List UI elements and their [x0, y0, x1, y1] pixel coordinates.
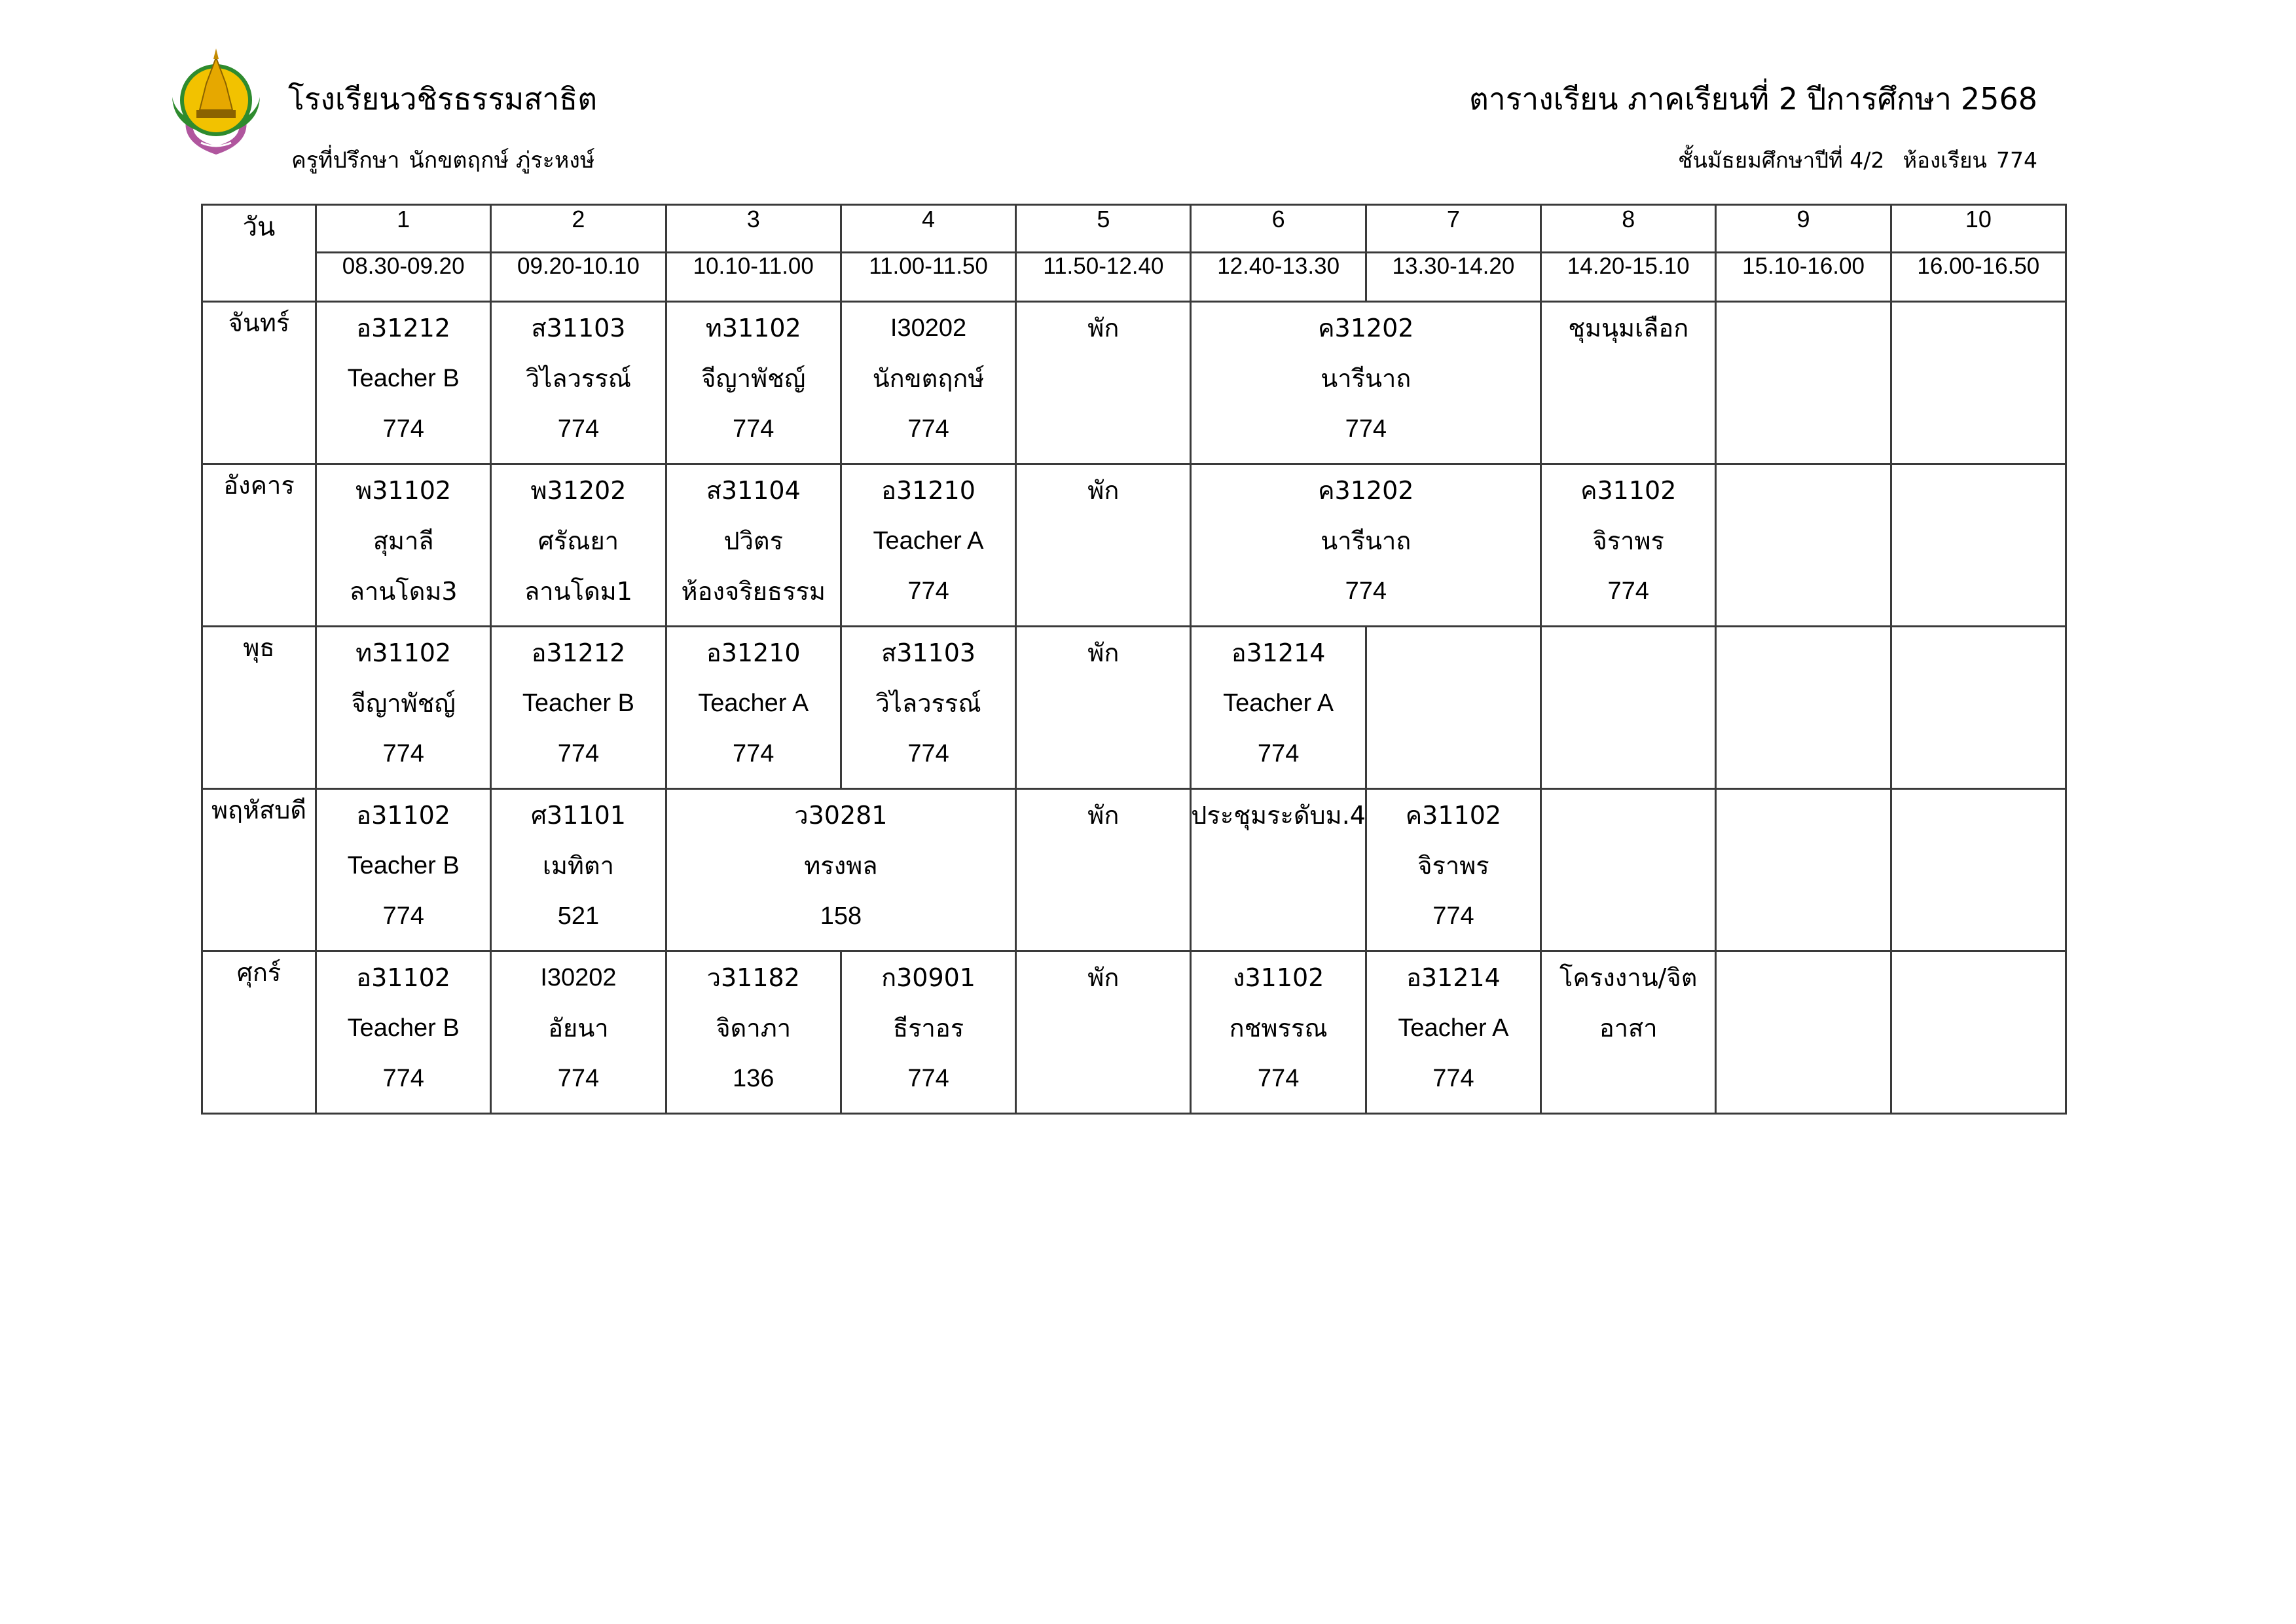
timetable	[201, 204, 2067, 1115]
empty-cell	[1716, 464, 1891, 627]
cell-content	[1717, 627, 1889, 637]
day-name: อังคาร	[202, 464, 316, 627]
room-label: ห้องเรียน	[1903, 147, 1987, 173]
subject-code: อ31212	[531, 638, 626, 667]
day-name: พฤหัสบดี	[202, 789, 316, 951]
room-number: 158	[820, 902, 862, 930]
period-number: 6	[1191, 205, 1366, 253]
timetable-cell	[316, 627, 491, 789]
teacher-name: จิราพร	[1417, 851, 1489, 880]
cell-content	[492, 790, 665, 950]
timetable-cell	[491, 951, 666, 1114]
advisor-label: ครูที่ปรึกษา	[291, 147, 400, 174]
period-time: 10.10-11.00	[666, 253, 841, 302]
empty-cell	[1366, 627, 1540, 789]
subject-code: พัก	[1087, 476, 1120, 505]
timetable-cell	[1191, 627, 1366, 789]
subject-code: โครงงาน/จิต	[1559, 963, 1698, 992]
teacher-name: นารีนาถ	[1321, 364, 1412, 393]
cell-content	[492, 627, 665, 788]
day-row	[202, 951, 2066, 1114]
subject-code: อ31212	[356, 314, 450, 342]
timetable-cell	[1541, 464, 1716, 627]
day-name: จันทร์	[202, 302, 316, 464]
empty-cell	[1716, 302, 1891, 464]
cell-content	[1017, 627, 1190, 687]
timetable-cell	[491, 627, 666, 789]
room-number: 774	[557, 415, 600, 443]
cell-content	[317, 303, 490, 463]
teacher-name: Teacher A	[698, 690, 809, 717]
cell-content	[1017, 952, 1190, 1012]
teacher-name: ทรงพล	[804, 851, 878, 880]
cell-content	[1892, 952, 2065, 961]
timetable-cell	[666, 951, 841, 1114]
period-time: 11.00-11.50	[841, 253, 1015, 302]
empty-cell	[1541, 627, 1716, 789]
room-number: 774	[1345, 415, 1387, 443]
timetable-body	[202, 302, 2066, 1114]
subject-code: ท31102	[705, 314, 801, 342]
cell-content	[1717, 303, 1889, 312]
cell-content	[842, 465, 1015, 625]
period-number: 1	[316, 205, 491, 253]
empty-cell	[1891, 464, 2066, 627]
room-number: 774	[1257, 740, 1300, 767]
cell-content	[317, 952, 490, 1113]
cell-content	[1542, 303, 1715, 362]
timetable-cell	[1016, 302, 1191, 464]
period-number: 9	[1716, 205, 1891, 253]
period-number-row	[202, 205, 2066, 253]
year-value: 2568	[1960, 81, 2037, 117]
cell-content	[1892, 790, 2065, 799]
room-number: 774	[733, 415, 774, 443]
teacher-name: Teacher B	[347, 852, 460, 879]
cell-content	[492, 303, 665, 463]
room-number: 774	[382, 902, 424, 930]
subject-code: อ31210	[706, 638, 801, 667]
day-name: ศุกร์	[202, 951, 316, 1114]
cell-content	[667, 465, 840, 625]
teacher-name: Teacher A	[1223, 690, 1334, 717]
room-value: 774	[1996, 147, 2037, 173]
subject-code: ค31102	[1580, 476, 1677, 505]
period-time: 12.40-13.30	[1191, 253, 1366, 302]
day-row	[202, 627, 2066, 789]
room-number: 774	[1432, 1065, 1474, 1092]
timetable-cell	[841, 627, 1015, 789]
room-number: 521	[557, 902, 600, 930]
subject-code: ส31103	[531, 314, 626, 342]
teacher-name: วิไลวรรณ์	[525, 364, 632, 393]
cell-content	[317, 790, 490, 950]
room-number: 774	[733, 740, 774, 767]
teacher-name: Teacher A	[873, 527, 984, 555]
room-number: 774	[907, 578, 949, 605]
subject-code: ศ31101	[530, 801, 626, 830]
room-number: 774	[382, 740, 424, 767]
room-number: 136	[733, 1065, 774, 1092]
subject-code: พัก	[1087, 801, 1120, 830]
cell-content	[1717, 465, 1889, 474]
period-number: 4	[841, 205, 1015, 253]
subject-code: พัก	[1087, 963, 1120, 992]
timetable-cell	[1191, 951, 1366, 1114]
timetable-cell	[491, 302, 666, 464]
subject-code: อ31214	[1231, 638, 1326, 667]
cell-content	[667, 303, 840, 463]
teacher-name: Teacher B	[347, 1014, 460, 1042]
timetable-cell	[841, 951, 1015, 1114]
subject-code: ง31102	[1232, 963, 1324, 992]
cell-content	[667, 952, 840, 1113]
timetable-cell	[1016, 951, 1191, 1114]
timetable-cell	[491, 464, 666, 627]
teacher-name: เมทิตา	[542, 851, 614, 880]
subject-code: ก30901	[881, 963, 975, 992]
year-label: ปีการศึกษา	[1807, 81, 1952, 117]
period-time: 16.00-16.50	[1891, 253, 2066, 302]
cell-content	[842, 303, 1015, 463]
cell-content	[1542, 627, 1715, 637]
period-time: 11.50-12.40	[1016, 253, 1191, 302]
timetable-cell	[1016, 627, 1191, 789]
timetable-cell	[1016, 464, 1191, 627]
period-number: 3	[666, 205, 841, 253]
teacher-name: อาสา	[1599, 1014, 1658, 1043]
timetable-cell	[666, 464, 841, 627]
cell-content	[1717, 790, 1889, 799]
empty-cell	[1891, 302, 2066, 464]
timetable-cell	[316, 789, 491, 951]
day-row	[202, 464, 2066, 627]
cell-content	[1542, 790, 1715, 799]
day-row	[202, 789, 2066, 951]
room-number: 774	[907, 415, 949, 443]
timetable-cell	[841, 464, 1015, 627]
room-number: 774	[907, 1065, 949, 1092]
empty-cell	[1716, 627, 1891, 789]
cell-content	[1192, 465, 1540, 625]
cell-content	[1367, 790, 1540, 950]
period-number: 7	[1366, 205, 1540, 253]
room-number: 774	[1257, 1065, 1300, 1092]
empty-cell	[1891, 789, 2066, 951]
empty-cell	[1716, 789, 1891, 951]
room-number: 774	[1607, 578, 1649, 605]
subject-code: ว31182	[706, 963, 800, 992]
school-emblem-icon	[167, 45, 265, 157]
period-time: 15.10-16.00	[1716, 253, 1891, 302]
cell-content	[1367, 627, 1540, 637]
page-title	[1469, 81, 2037, 117]
teacher-name: ธีราอร	[892, 1014, 964, 1043]
timetable-cell	[666, 789, 1016, 951]
timetable-cell	[1016, 789, 1191, 951]
timetable-cell	[1366, 789, 1540, 951]
subject-code: ค31202	[1318, 476, 1414, 505]
period-time: 08.30-09.20	[316, 253, 491, 302]
subject-code: อ31210	[881, 476, 975, 505]
period-number: 10	[1891, 205, 2066, 253]
school-name: โรงเรียนวชิรธรรมสาธิต	[288, 81, 598, 117]
cell-content	[1892, 627, 2065, 637]
cell-content	[1367, 952, 1540, 1113]
cell-content	[1192, 790, 1364, 849]
empty-cell	[1541, 789, 1716, 951]
subject-code: I30202	[890, 314, 967, 342]
empty-cell	[1891, 627, 2066, 789]
cell-content	[1192, 627, 1364, 788]
timetable-cell	[1191, 789, 1366, 951]
cell-content	[1017, 465, 1190, 525]
room-number: 774	[382, 1065, 424, 1092]
period-time: 09.20-10.10	[491, 253, 666, 302]
teacher-name: จิดาภา	[716, 1014, 792, 1043]
timetable-cell	[316, 464, 491, 627]
period-number: 2	[491, 205, 666, 253]
timetable-cell	[316, 302, 491, 464]
room-number: ลานโดม1	[524, 577, 632, 606]
cell-content	[667, 627, 840, 788]
cell-content	[317, 465, 490, 625]
teacher-name: Teacher B	[522, 690, 634, 717]
day-row	[202, 302, 2066, 464]
room-number: 774	[557, 740, 600, 767]
period-time: 13.30-14.20	[1366, 253, 1540, 302]
subject-code: พัก	[1087, 314, 1120, 342]
timetable-cell	[666, 627, 841, 789]
subject-code: อ31102	[356, 963, 450, 992]
class-line	[1678, 149, 2037, 171]
cell-content	[1717, 952, 1889, 961]
cell-content	[842, 952, 1015, 1113]
day-column-header: วัน	[202, 205, 316, 302]
period-number: 5	[1016, 205, 1191, 253]
cell-content	[317, 627, 490, 788]
timetable-cell	[1541, 951, 1716, 1114]
period-time-row	[202, 253, 2066, 302]
subject-code: ค31202	[1318, 314, 1414, 342]
teacher-name: จิราพร	[1592, 526, 1664, 555]
subject-code: อ31214	[1406, 963, 1501, 992]
subject-code: ว30281	[794, 801, 888, 830]
subject-code: พัก	[1087, 638, 1120, 667]
teacher-name: จีญาพัชญ์	[701, 364, 806, 393]
cell-content	[1542, 465, 1715, 625]
cell-content	[1192, 952, 1364, 1113]
timetable-cell	[1541, 302, 1716, 464]
advisor-name: นักขตฤกษ์ ภู่ระหงษ์	[409, 147, 595, 174]
teacher-name: สุมาลี	[373, 526, 434, 555]
timetable-cell	[666, 302, 841, 464]
subject-code: อ31102	[356, 801, 450, 830]
cell-content	[1017, 790, 1190, 849]
period-number: 8	[1541, 205, 1716, 253]
subject-code: พ31102	[355, 476, 452, 505]
room-number: ห้องจริยธรรม	[681, 577, 826, 606]
title-text: ตารางเรียน ภาคเรียนที่ 2	[1469, 81, 1798, 117]
cell-content	[667, 790, 1015, 950]
timetable-cell	[1366, 951, 1540, 1114]
room-number: ลานโดม3	[349, 577, 458, 606]
teacher-name: ศรัณยา	[538, 526, 619, 555]
teacher-name: Teacher A	[1398, 1014, 1509, 1042]
subject-code: I30202	[540, 964, 617, 991]
subject-code: ท31102	[355, 638, 452, 667]
subject-code: ส31103	[881, 638, 976, 667]
timetable-cell	[491, 789, 666, 951]
teacher-name: ปวิตร	[723, 526, 784, 555]
teacher-name: นารีนาถ	[1321, 526, 1412, 555]
subject-code: ส31104	[706, 476, 801, 505]
teacher-name: วิไลวรรณ์	[875, 689, 981, 718]
room-number: 774	[382, 415, 424, 443]
advisor-line	[291, 149, 594, 172]
room-number: 774	[1432, 902, 1474, 930]
period-time: 14.20-15.10	[1541, 253, 1716, 302]
subject-code: ค31102	[1405, 801, 1502, 830]
room-number: 774	[557, 1065, 600, 1092]
empty-cell	[1891, 951, 2066, 1114]
cell-content	[1192, 303, 1540, 463]
teacher-name: กชพรรณ	[1229, 1014, 1328, 1043]
timetable-cell	[841, 302, 1015, 464]
teacher-name: อัยนา	[548, 1014, 609, 1043]
room-number: 774	[1345, 578, 1387, 605]
cell-content	[492, 465, 665, 625]
subject-code: ประชุมระดับม.4	[1191, 801, 1366, 830]
teacher-name: จีญาพัชญ์	[351, 689, 456, 718]
cell-content	[1892, 465, 2065, 474]
cell-content	[1892, 303, 2065, 312]
timetable-cell	[316, 951, 491, 1114]
cell-content	[1542, 952, 1715, 1062]
empty-cell	[1716, 951, 1891, 1114]
timetable-cell	[1191, 464, 1541, 627]
teacher-name: Teacher B	[347, 365, 460, 392]
subject-code: พ31202	[530, 476, 627, 505]
class-label: ชั้นมัธยมศึกษาปีที่ 4/2	[1677, 147, 1885, 173]
subject-code: ชุมนุมเลือก	[1568, 314, 1689, 342]
timetable-cell	[1191, 302, 1541, 464]
cell-content	[1017, 303, 1190, 362]
cell-content	[842, 627, 1015, 788]
room-number: 774	[907, 740, 949, 767]
day-name: พุธ	[202, 627, 316, 789]
teacher-name: นักขตฤกษ์	[872, 364, 985, 393]
cell-content	[492, 952, 665, 1113]
